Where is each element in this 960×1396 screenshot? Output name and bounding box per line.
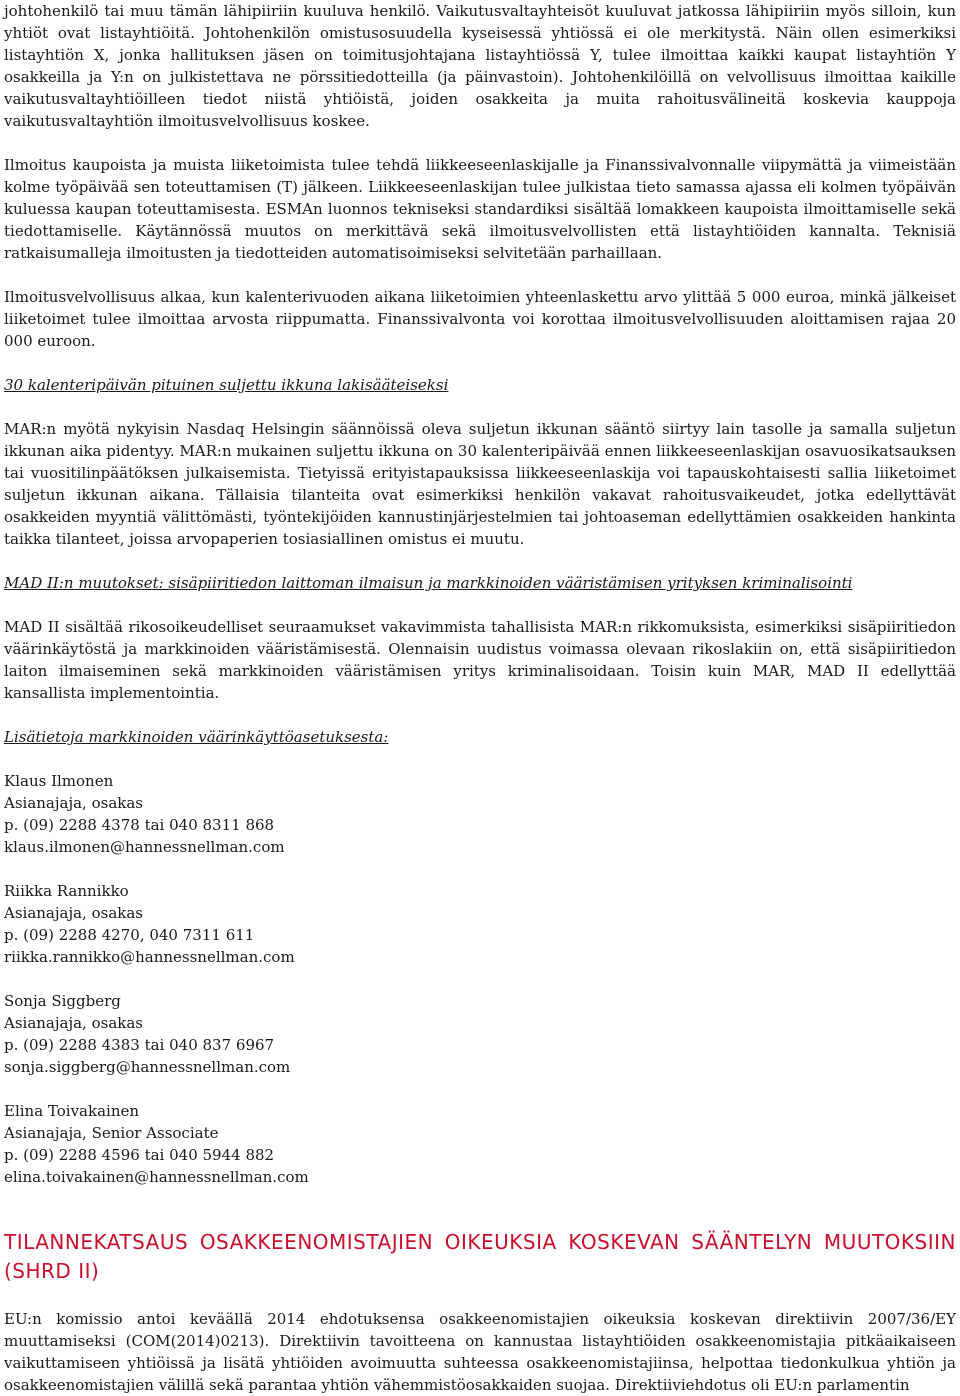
contact-title: Asianajaja, Senior Associate <box>4 1124 219 1142</box>
contact-name: Sonja Siggberg <box>4 992 121 1010</box>
spacer <box>4 396 956 418</box>
contact-card <box>4 990 956 1078</box>
spacer <box>4 748 956 770</box>
paragraph-notification-threshold: Ilmoitusvelvollisuus alkaa, kun kalenterivuoden aikana liiketoimien yhteenlaskettu arvo ylittää 5 000 euroa, minkä jälkeiset liiketoimet tulee ilmoittaa arvosta riippumatta. Finanssivalvonta voi korottaa ilmoitusvelvollisuuden aloittamisen rajaa 20 000 euroon. <box>4 288 956 350</box>
contact-phone: p. (09) 2288 4270, 040 7311 611 <box>4 926 255 944</box>
contact-email[interactable]: riikka.rannikko@hannessnellman.com <box>4 948 295 966</box>
section-title-shrd-ii: TILANNEKATSAUS OSAKKEENOMISTAJIEN OIKEUKSIA KOSKEVAN SÄÄNTELYN MUUTOKSIIN (SHRD II) <box>4 1230 956 1283</box>
contact-card <box>4 1100 956 1188</box>
contact-phone: p. (09) 2288 4596 tai 040 5944 882 <box>4 1146 275 1164</box>
heading-closed-window: 30 kalenteripäivän pituinen suljettu ikkuna lakisääteiseksi <box>4 376 449 394</box>
spacer <box>4 550 956 572</box>
contact-name: Elina Toivakainen <box>4 1102 140 1120</box>
contact-card <box>4 880 956 968</box>
document-page <box>4 0 956 1396</box>
paragraph-mad-ii: MAD II sisältää rikosoikeudelliset seuraamukset vakavimmista tahallisista MAR:n rikkomuksista, esimerkiksi sisäpiiritiedon väärinkäytöstä ja markkinoiden vääristämisestä. Olennaisin uudistus voimassa olevaan rikoslakiin on, että sisäpiiritiedon laiton ilmaiseminen sekä markkinoiden vääristämisen yritys kriminalisoidaan. Toisin kuin MAR, MAD II edellyttää kansallista implementointia. <box>4 618 956 702</box>
contact-title: Asianajaja, osakas <box>4 794 143 812</box>
contact-phone: p. (09) 2288 4378 tai 040 8311 868 <box>4 816 275 834</box>
contact-card <box>4 770 956 858</box>
heading-mad-ii-changes: MAD II:n muutokset: sisäpiiritiedon laittoman ilmaisun ja markkinoiden vääristämisen yrityksen kriminalisointi <box>4 574 853 592</box>
paragraph-closed-window: MAR:n myötä nykyisin Nasdaq Helsingin säännöissä oleva suljetun ikkunan sääntö siirtyy lain tasolle ja samalla suljetun ikkunan aika pidentyy. MAR:n mukainen suljettu ikkuna on 30 kalenteripäivää ennen liikkeeseenlaskijan osavuosikatsauksen tai vuositilinpäätöksen julkaisemista. Tietyissä erityistapauksissa liikkeeseenlaskija voi tapauskohtaisesti sallia liiketoimet suljetun ikkunan aikana. Tällaisia tilanteita ovat esimerkiksi henkilön vakavat rahoitusvaikeudet, jotka edellyttävät osakkeiden myyntiä välittömästi, työntekijöiden kannustinjärjestelmien tai johtoaseman edellyttämien osakkeiden hankinta taikka tilanteet, joissa arvopaperien tosiasiallinen omistus ei muutu. <box>4 420 956 548</box>
contact-phone: p. (09) 2288 4383 tai 040 837 6967 <box>4 1036 275 1054</box>
spacer <box>4 352 956 374</box>
spacer <box>4 968 956 990</box>
spacer <box>4 1188 956 1228</box>
paragraph-related-parties: johtohenkilö tai muu tämän lähipiiriin kuuluva henkilö. Vaikutusvaltayhteisöt kuuluvat jatkossa lähipiiriin myös silloin, kun yhtiöt ovat listayhtiöitä. Johtohenkilön omistusosuudella kyseisessä yhtiössä ei ole merkitystä. Näin ollen esimerkiksi listayhtiön X, jonka hallituksen jäsen on toimitusjohtajana listayhtiössä Y, tulee ilmoittaa kaikki kaupat listayhtiön Y osakkeilla ja Y:n on julkistettava ne pörssitiedotteilla (ja päinvastoin). Johtohenkilöillä on velvollisuus ilmoittaa kaikille vaikutusvaltayhtiöilleen tiedot niistä yhtiöistä, joiden osakkeita ja muita rahoitusvälineitä koskevia kauppoja vaikutusvaltayhtiön ilmoitusvelvollisuus koskee. <box>4 2 956 130</box>
spacer <box>4 1286 956 1308</box>
paragraph-shrd-ii: EU:n komissio antoi keväällä 2014 ehdotuksensa osakkeenomistajien oikeuksia koskevan direktiivin 2007/36/EY muuttamiseksi (COM(2014)0213). Direktiivin tavoitteena on kannustaa listayhtiöiden osakkeenomistajia pitkäaikaiseen vaikuttamiseen yhtiöissä ja lisätä yhtiöiden avoimuutta suhteessa osakkeenomistajiinsa, helpottaa tiedonkulkua yhtiön ja osakkeenomistajien välillä sekä parantaa yhtiön vähemmistöosakkaiden suojaa. Direktiiviehdotus oli EU:n parlamentin <box>4 1310 956 1394</box>
spacer <box>4 704 956 726</box>
spacer <box>4 264 956 286</box>
contact-name: Klaus Ilmonen <box>4 772 114 790</box>
contact-email[interactable]: elina.toivakainen@hannessnellman.com <box>4 1168 309 1186</box>
spacer <box>4 594 956 616</box>
heading-more-info: Lisätietoja markkinoiden väärinkäyttöasetuksesta: <box>4 728 389 746</box>
contact-title: Asianajaja, osakas <box>4 904 143 922</box>
contact-email[interactable]: klaus.ilmonen@hannessnellman.com <box>4 838 285 856</box>
spacer <box>4 858 956 880</box>
spacer <box>4 1078 956 1100</box>
contact-name: Riikka Rannikko <box>4 882 129 900</box>
paragraph-notification-deadline: Ilmoitus kaupoista ja muista liiketoimista tulee tehdä liikkeeseenlaskijalle ja Finanssivalvonnalle viipymättä ja viimeistään kolme työpäivää sen toteuttamisen (T) jälkeen. Liikkeeseenlaskijan tulee julkistaa tieto samassa ajassa eli kolmen työpäivän kuluessa kaupan toteuttamisesta. ESMAn luonnos tekniseksi standardiksi sisältää lomakkeen kaupoista ilmoittamiselle sekä tiedottamiselle. Käytännössä muutos on merkittävä sekä ilmoitusvelvollisten että listayhtiöiden kannalta. Teknisiä ratkaisumalleja ilmoitusten ja tiedotteiden automatisoimiseksi selvitetään parhaillaan. <box>4 156 956 262</box>
contact-title: Asianajaja, osakas <box>4 1014 143 1032</box>
spacer <box>4 132 956 154</box>
contact-email[interactable]: sonja.siggberg@hannessnellman.com <box>4 1058 291 1076</box>
